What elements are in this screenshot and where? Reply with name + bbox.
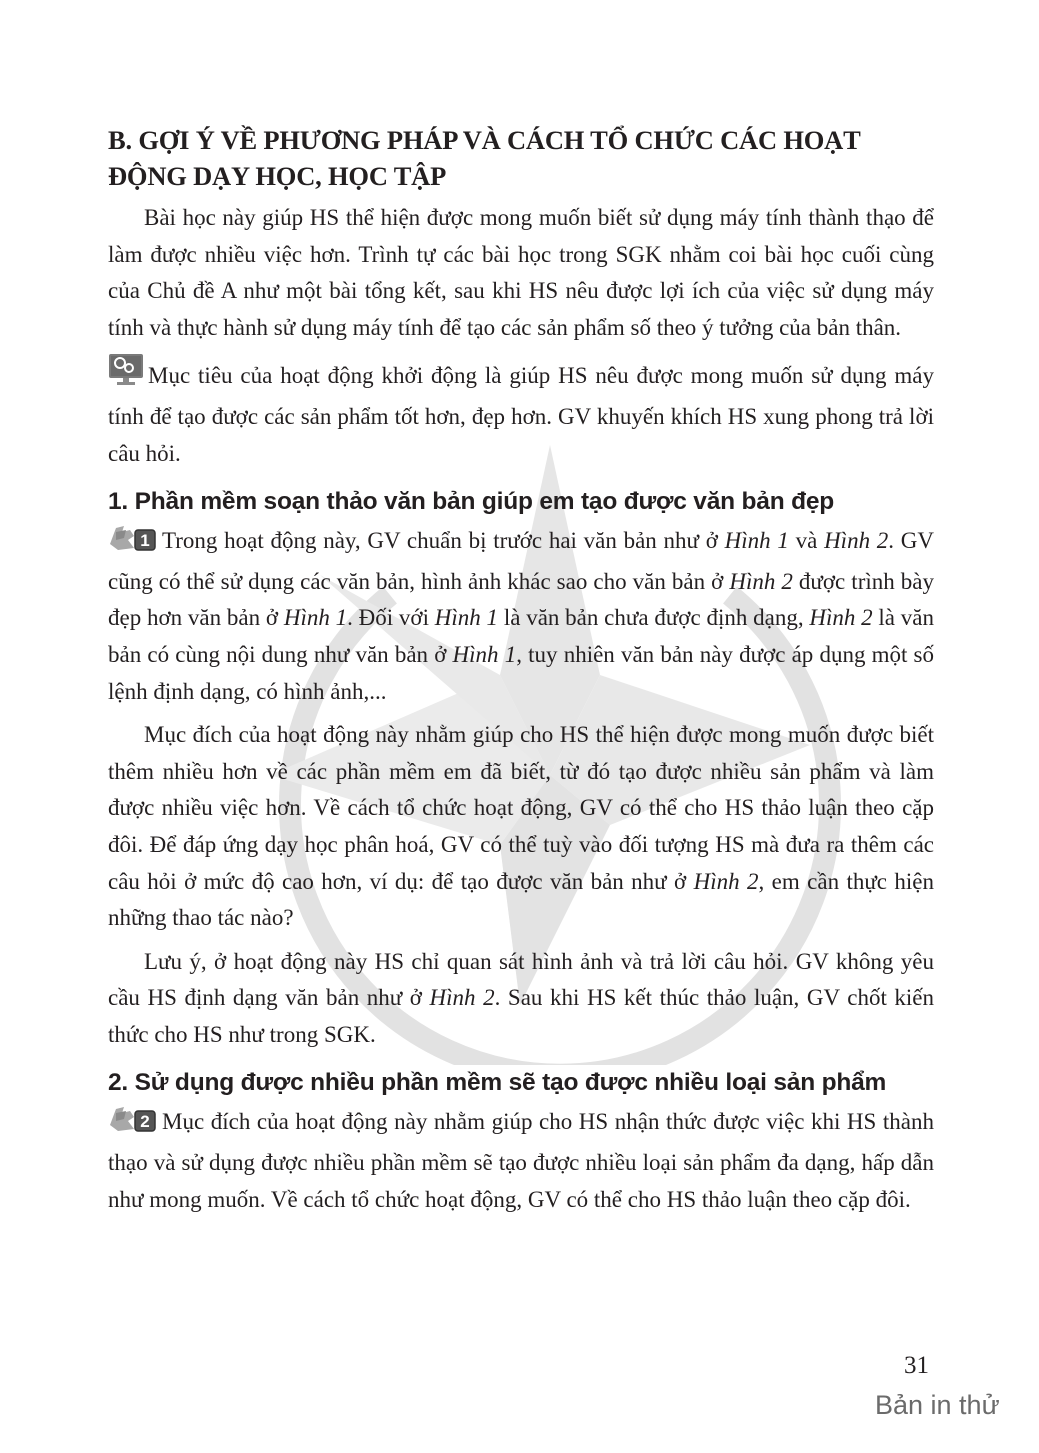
figure-ref: Hình 2 bbox=[729, 568, 793, 594]
figure-ref: Hình 2 bbox=[824, 528, 889, 554]
text-run: . Sau khi HS kết thúc thảo luận, GV chốt kiến thức cho HS như trong SGK. bbox=[108, 985, 935, 1047]
text-run: được trình bày đẹp hơn văn bản ở bbox=[108, 568, 934, 631]
activity-number: 1 bbox=[140, 531, 150, 551]
section-1-heading: 1. Phần mềm soạn thảo văn bản giúp em tạo được văn bản đẹp bbox=[108, 488, 835, 516]
figure-ref: Hình 1 bbox=[434, 605, 499, 631]
figure-ref: Hình 2 bbox=[693, 868, 759, 894]
figure-ref: Hình 2 bbox=[429, 985, 495, 1011]
intro-paragraph: Bài học này giúp HS thể hiện được mong muốn biết sử dụng máy tính thành thạo để làm được nhiều việc hơn. Trình tự các bài học trong SGK nhằm coi bài học cuối cùng của Chủ đề A như một bài tổng kết, sau khi HS nêu được lợi ích của việc sử dụng máy tính và thực hành sử dụng máy tính để tạo các sản phẩm số theo ý tưởng của bản thân. bbox=[108, 205, 934, 340]
text-run: là văn bản chưa được định dạng, bbox=[498, 605, 810, 631]
text-run: Lưu ý, ở hoạt động này HS chỉ quan sát hình ảnh và trả lời câu hỏi. GV không yêu cầu HS định dạng văn bản như ở bbox=[108, 948, 934, 1011]
document-body bbox=[108, 122, 934, 1218]
page-number: 31 bbox=[904, 1352, 929, 1379]
warmup-text: Mục tiêu của hoạt động khởi động là giúp HS nêu được mong muốn sử dụng máy tính để tạo được các sản phẩm tốt hơn, đẹp hơn. GV khuyến khích HS xung phong trả lời câu hỏi. bbox=[108, 363, 934, 466]
computer-gears-icon bbox=[108, 353, 144, 399]
text-run: Mục đích của hoạt động này nhằm giúp cho HS thể hiện được mong muốn được biết thêm nhiều hơn về các phần mềm em đã biết, từ đó tạo được nhiều sản phẩm và làm được nhiều việc hơn. Về cách tổ chức hoạt động, GV có thể cho HS thảo luận theo cặp đôi. Để đáp ứng dạy học phân hoá, GV có thể tuỳ vào đối tượng HS mà đưa ra thêm các câu hỏi ở mức độ cao hơn, ví dụ: để tạo được văn bản như ở bbox=[108, 722, 934, 894]
section-1-note-paragraph bbox=[108, 944, 934, 1054]
puzzle-activity-icon bbox=[108, 1103, 158, 1145]
figure-ref: Hình 1 bbox=[283, 605, 348, 631]
section-1-purpose-paragraph bbox=[108, 717, 934, 937]
text-run: và bbox=[788, 528, 825, 554]
section-heading: B. GỢI Ý VỀ PHƯƠNG PHÁP VÀ CÁCH TỔ CHỨC CÁC HOẠT ĐỘNG DẠY HỌC, HỌC TẬP bbox=[108, 125, 861, 191]
figure-ref: Hình 2 bbox=[809, 605, 873, 631]
text-run: , tuy nhiên văn bản này được áp dụng một số lệnh định dạng, có hình ảnh,... bbox=[108, 641, 935, 704]
text-run: . GV cũng có thể sử dụng các văn bản, hình ảnh khác sao cho văn bản ở bbox=[108, 528, 934, 594]
draft-label: Bản in thử bbox=[875, 1390, 1000, 1420]
section-2-heading: 2. Sử dụng được nhiều phần mềm sẽ tạo được nhiều loại sản phẩm bbox=[108, 1069, 887, 1097]
figure-ref: Hình 1 bbox=[452, 641, 517, 667]
activity-number: 2 bbox=[140, 1112, 150, 1132]
text-run: Trong hoạt động này, GV chuẩn bị trước hai văn bản như ở bbox=[162, 528, 725, 554]
section-2-activity-paragraph bbox=[108, 1103, 934, 1218]
puzzle-activity-icon bbox=[108, 522, 158, 564]
text-run: , em cần thực hiện những thao tác nào? bbox=[108, 868, 935, 931]
warmup-paragraph bbox=[108, 353, 934, 472]
figure-ref: Hình 1 bbox=[724, 528, 789, 554]
section-1-activity-paragraph bbox=[108, 522, 934, 710]
text-run: . Đối với bbox=[347, 605, 435, 631]
section-2-text: Mục đích của hoạt động này nhằm giúp cho HS nhận thức được việc khi HS thành thạo và sử dụng được nhiều phần mềm sẽ tạo được nhiều loại sản phẩm đa dạng, hấp dẫn như mong muốn. Về cách tổ chức hoạt động, GV có thể cho HS thảo luận theo cặp đôi. bbox=[108, 1109, 934, 1212]
text-run: là văn bản có cùng nội dung như văn bản ở bbox=[108, 605, 935, 667]
